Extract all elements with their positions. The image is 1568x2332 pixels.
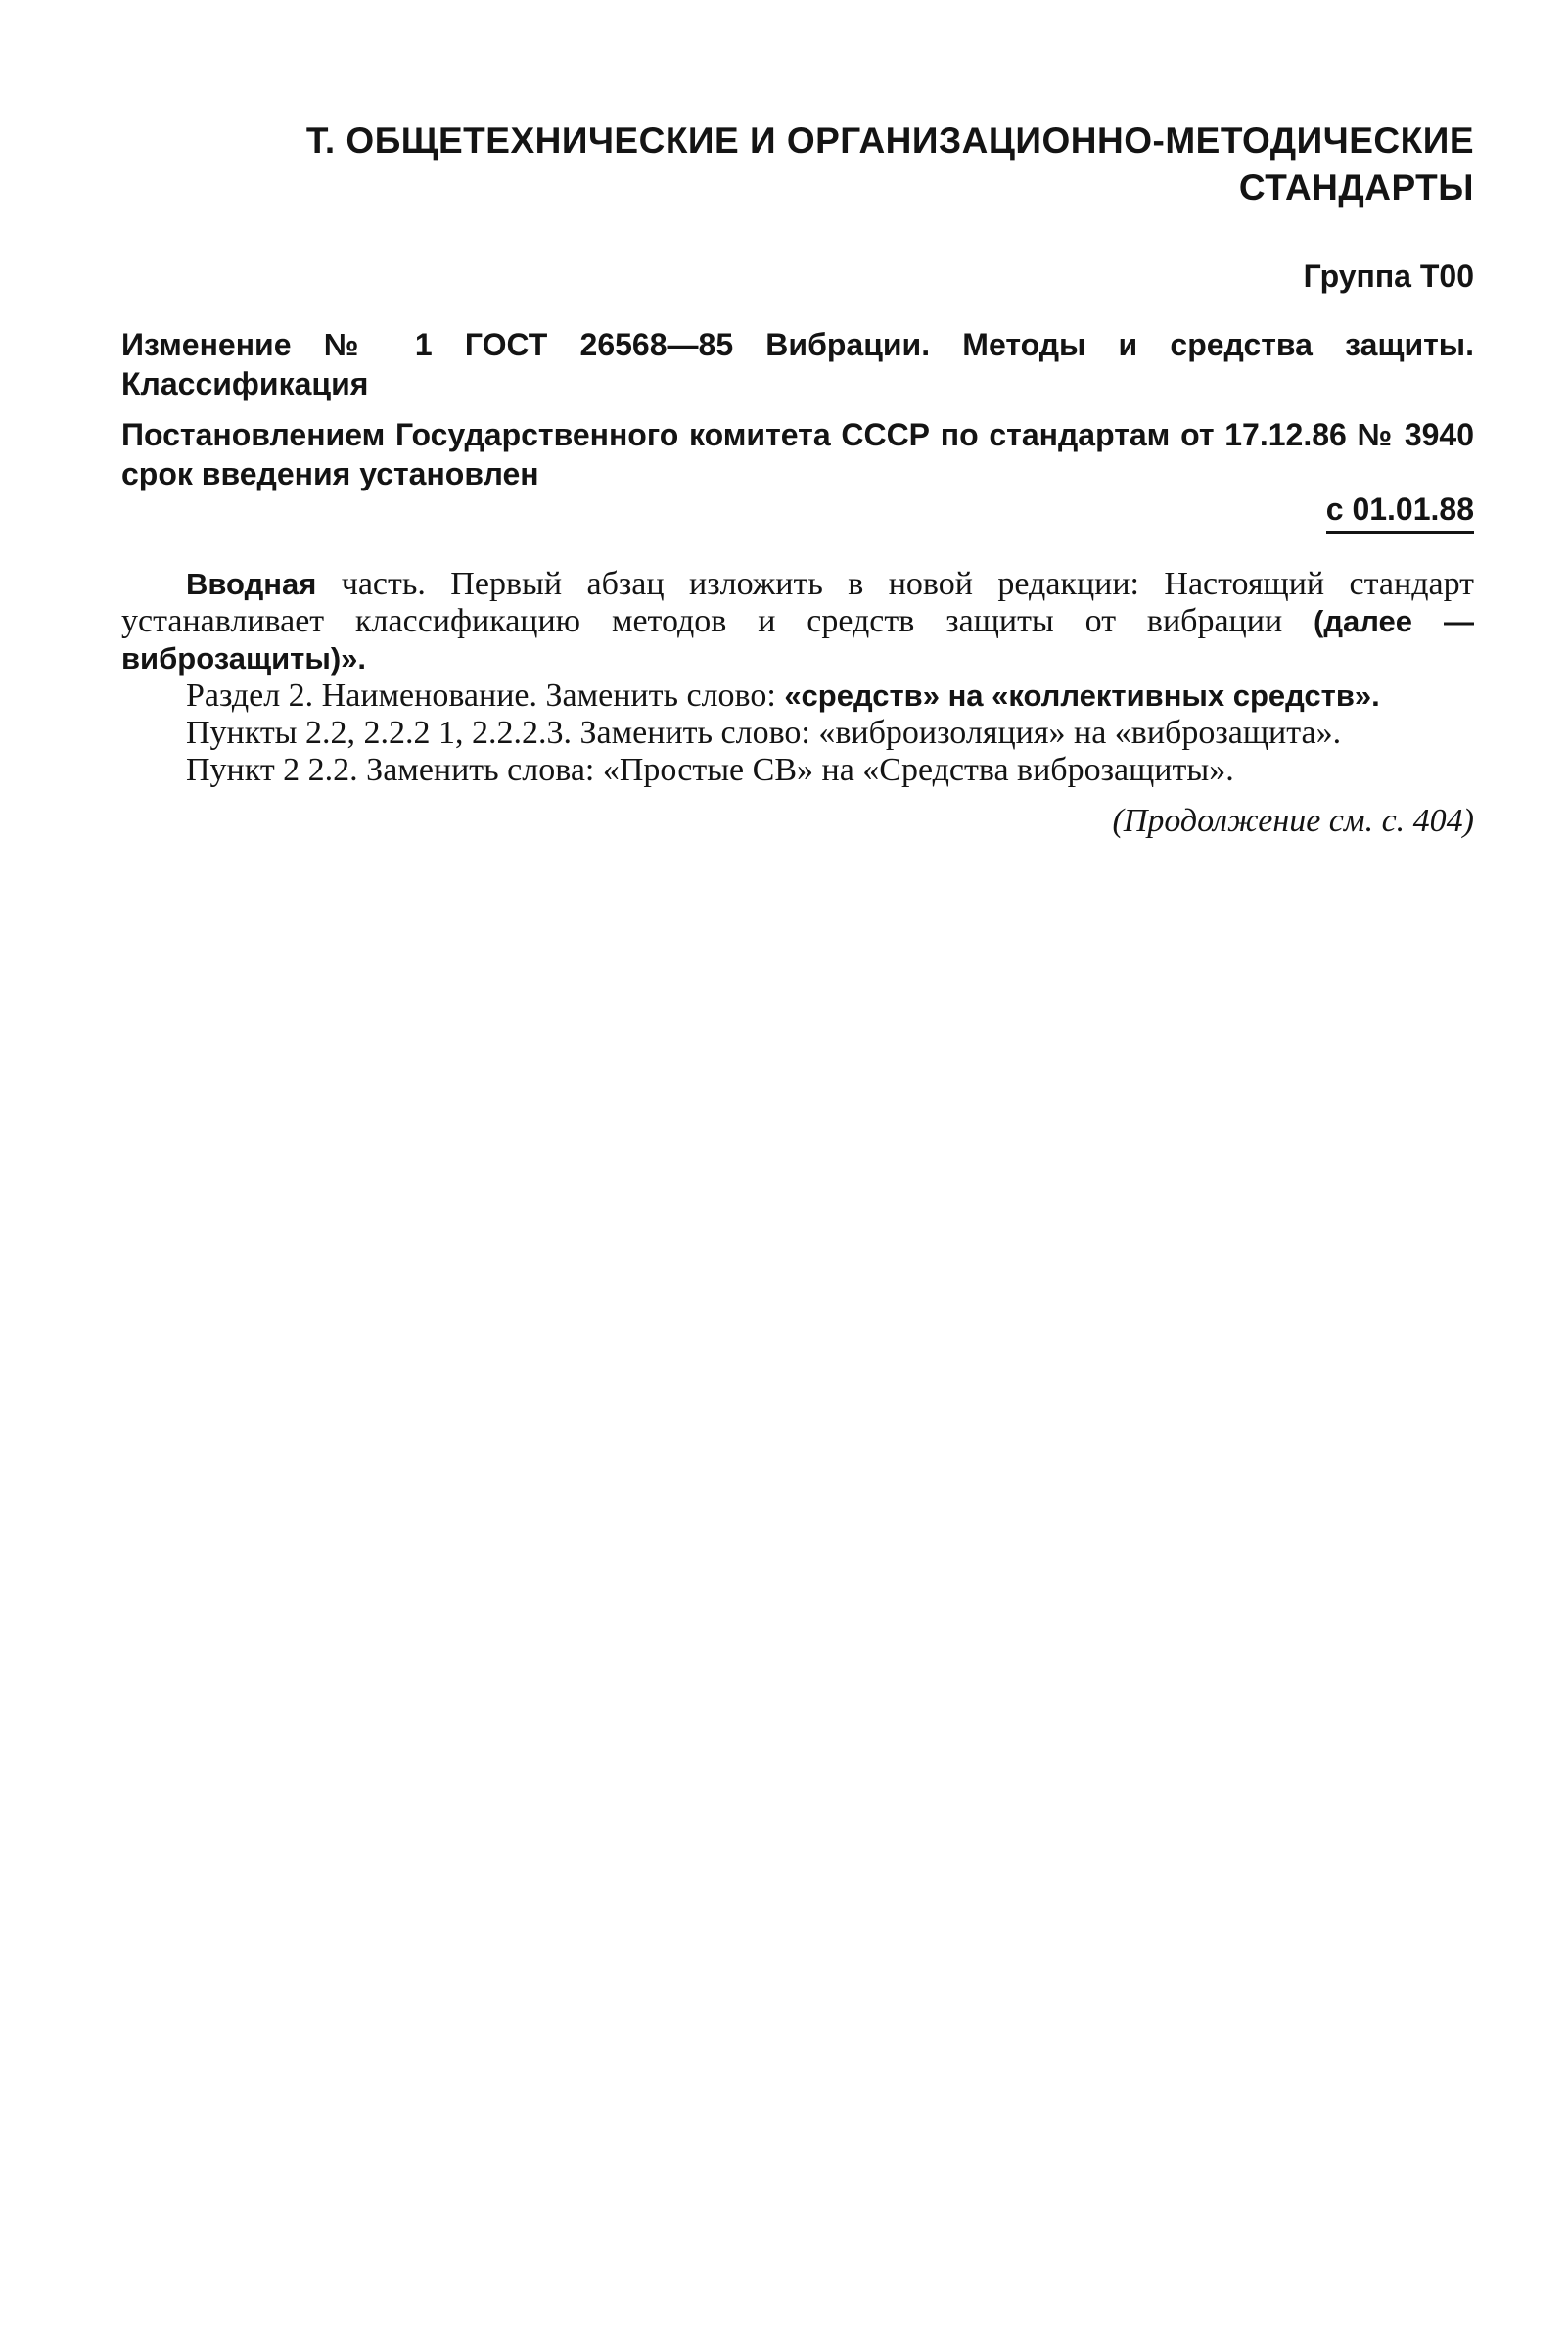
amendment-body: [121, 566, 1474, 840]
paragraph-section-2-replacement: «средств» на «коллективных средств».: [784, 678, 1380, 713]
resolution-text: Постановлением Государственного комитета СССР по стандартам от 17.12.86 № 3940 срок введения установлен: [121, 417, 1474, 491]
paragraph-clause-222: Пункт 2 2.2. Заменить слова: «Простые СВ» на «Средства виброзащиты».: [186, 752, 1234, 788]
section-title-line1: Т. ОБЩЕТЕХНИЧЕСКИЕ И ОРГАНИЗАЦИОННО-МЕТОДИЧЕСКИЕ: [305, 120, 1474, 161]
group-label: Группа Т00: [1303, 258, 1474, 294]
paragraph-introduction-lead: Вводная: [186, 567, 317, 601]
paragraph-section-2-text: Раздел 2. Наименование. Заменить слово:: [186, 677, 785, 714]
continuation-note: (Продолжение см. с. 404): [1112, 803, 1474, 839]
paragraph-section-2: [121, 677, 1474, 715]
effective-date: [121, 490, 1474, 534]
section-title-line2: СТАНДАРТЫ: [1238, 167, 1474, 208]
paragraph-clauses: Пункты 2.2, 2.2.2 1, 2.2.2.3. Заменить слово: «виброизоляция» на «виброзащита».: [186, 715, 1342, 751]
paragraph-introduction: [121, 566, 1474, 677]
effective-date-value: с 01.01.88: [1326, 490, 1474, 534]
section-title: [121, 117, 1474, 211]
amendment-title: Изменение № 1 ГОСТ 26568—85 Вибрации. Методы и средства защиты. Классификация: [121, 327, 1474, 401]
paragraph-introduction-tail: (далее — виброзащиты)».: [121, 604, 1475, 676]
paragraph-introduction-text: часть. Первый абзац изложить в новой редакции: Настоящий стандарт устанавливает классификацию методов и средств защиты от вибрации: [121, 566, 1474, 639]
